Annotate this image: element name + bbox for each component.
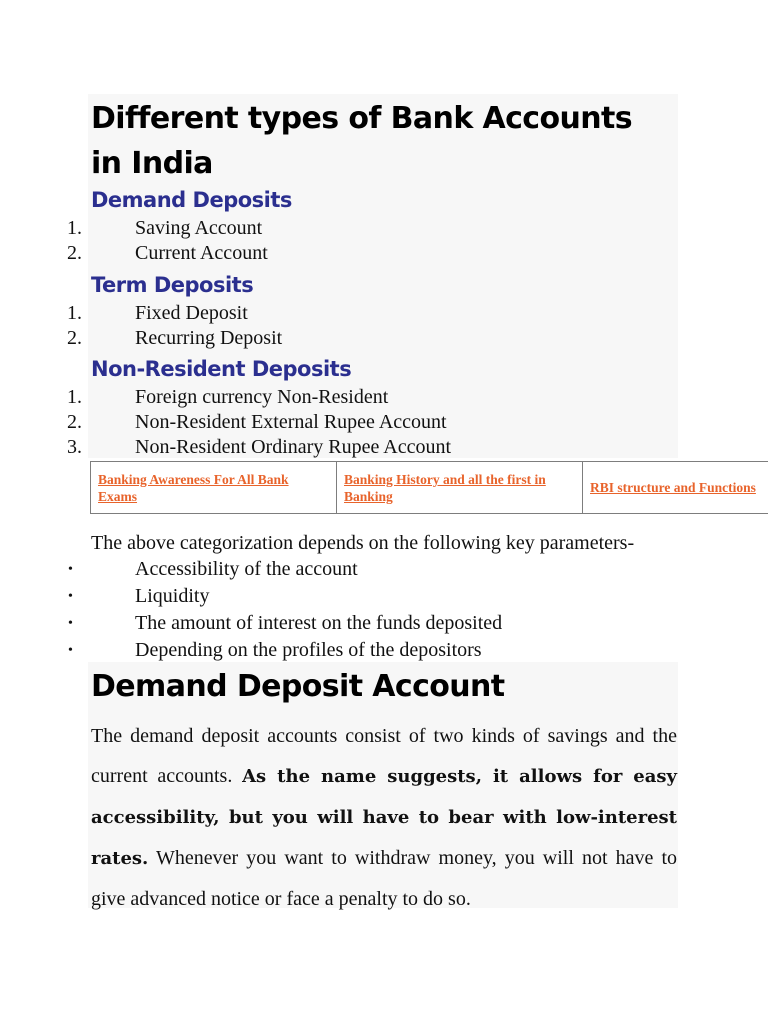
list-item-text: Recurring Deposit xyxy=(135,327,283,349)
list-item xyxy=(0,385,720,410)
heading-demand-deposit-account: Demand Deposit Account xyxy=(91,669,505,704)
list-number: 1. xyxy=(67,302,82,324)
table-cell xyxy=(91,462,337,514)
parameters-list xyxy=(0,556,720,664)
list-number: 3. xyxy=(67,436,82,458)
link-rbi-structure[interactable]: RBI structure and Functions xyxy=(590,480,756,495)
body-text: Whenever you want to withdraw money, you will not have to give advanced notice or face a penalty to do so. xyxy=(91,847,677,910)
list-number: 1. xyxy=(67,386,82,408)
list-number: 2. xyxy=(67,242,82,264)
list-item-text: Accessibility of the account xyxy=(135,558,358,580)
list-item-text: Depending on the profiles of the depositors xyxy=(135,639,482,661)
list-number: 2. xyxy=(67,411,82,433)
list-item xyxy=(0,301,720,326)
list-item-text: Foreign currency Non-Resident xyxy=(135,386,389,408)
body-paragraph xyxy=(91,716,677,919)
list-item-text: Liquidity xyxy=(135,585,210,607)
heading-demand-deposits: Demand Deposits xyxy=(91,188,292,212)
list-item-text: Non-Resident Ordinary Rupee Account xyxy=(135,436,452,458)
link-banking-history[interactable]: Banking History and all the first in Banking xyxy=(344,471,546,504)
bullet-icon: • xyxy=(68,643,73,658)
intro-paragraph: The above categorization depends on the following key parameters- xyxy=(91,532,635,554)
link-banking-awareness[interactable]: Banking Awareness For All Bank Exams xyxy=(98,471,289,504)
list-item xyxy=(0,556,720,583)
body-text: The demand deposit accounts consist of two kinds of savings and the current accounts. xyxy=(91,725,677,787)
list-item xyxy=(0,583,720,610)
bullet-icon: • xyxy=(68,562,73,577)
table-row xyxy=(91,462,768,514)
list-non-resident-deposits xyxy=(0,385,720,460)
bullet-icon: • xyxy=(68,589,73,604)
list-number: 1. xyxy=(67,217,82,239)
list-item xyxy=(0,326,720,351)
page-title: Different types of Bank Accounts in India xyxy=(91,101,633,181)
list-item xyxy=(0,410,720,435)
list-item xyxy=(0,216,720,241)
list-item-text: Saving Account xyxy=(135,217,263,239)
list-item-text: Fixed Deposit xyxy=(135,302,248,324)
table-cell xyxy=(337,462,583,514)
list-item xyxy=(0,637,720,664)
heading-term-deposits: Term Deposits xyxy=(91,273,254,297)
heading-non-resident-deposits: Non-Resident Deposits xyxy=(91,357,352,381)
related-links-table xyxy=(90,461,768,514)
list-item-text: Current Account xyxy=(135,242,268,264)
list-demand-deposits xyxy=(0,216,720,266)
list-term-deposits xyxy=(0,301,720,351)
bullet-icon: • xyxy=(68,616,73,631)
table-cell xyxy=(583,462,768,514)
list-item xyxy=(0,435,720,460)
list-number: 2. xyxy=(67,327,82,349)
body-bold-text: As the name suggests, it allows for easy accessibility, but you will have to bear with low-interest rates. xyxy=(91,766,678,869)
list-item-text: Non-Resident External Rupee Account xyxy=(135,411,447,433)
list-item xyxy=(0,610,720,637)
list-item xyxy=(0,241,720,266)
list-item-text: The amount of interest on the funds deposited xyxy=(135,612,503,634)
